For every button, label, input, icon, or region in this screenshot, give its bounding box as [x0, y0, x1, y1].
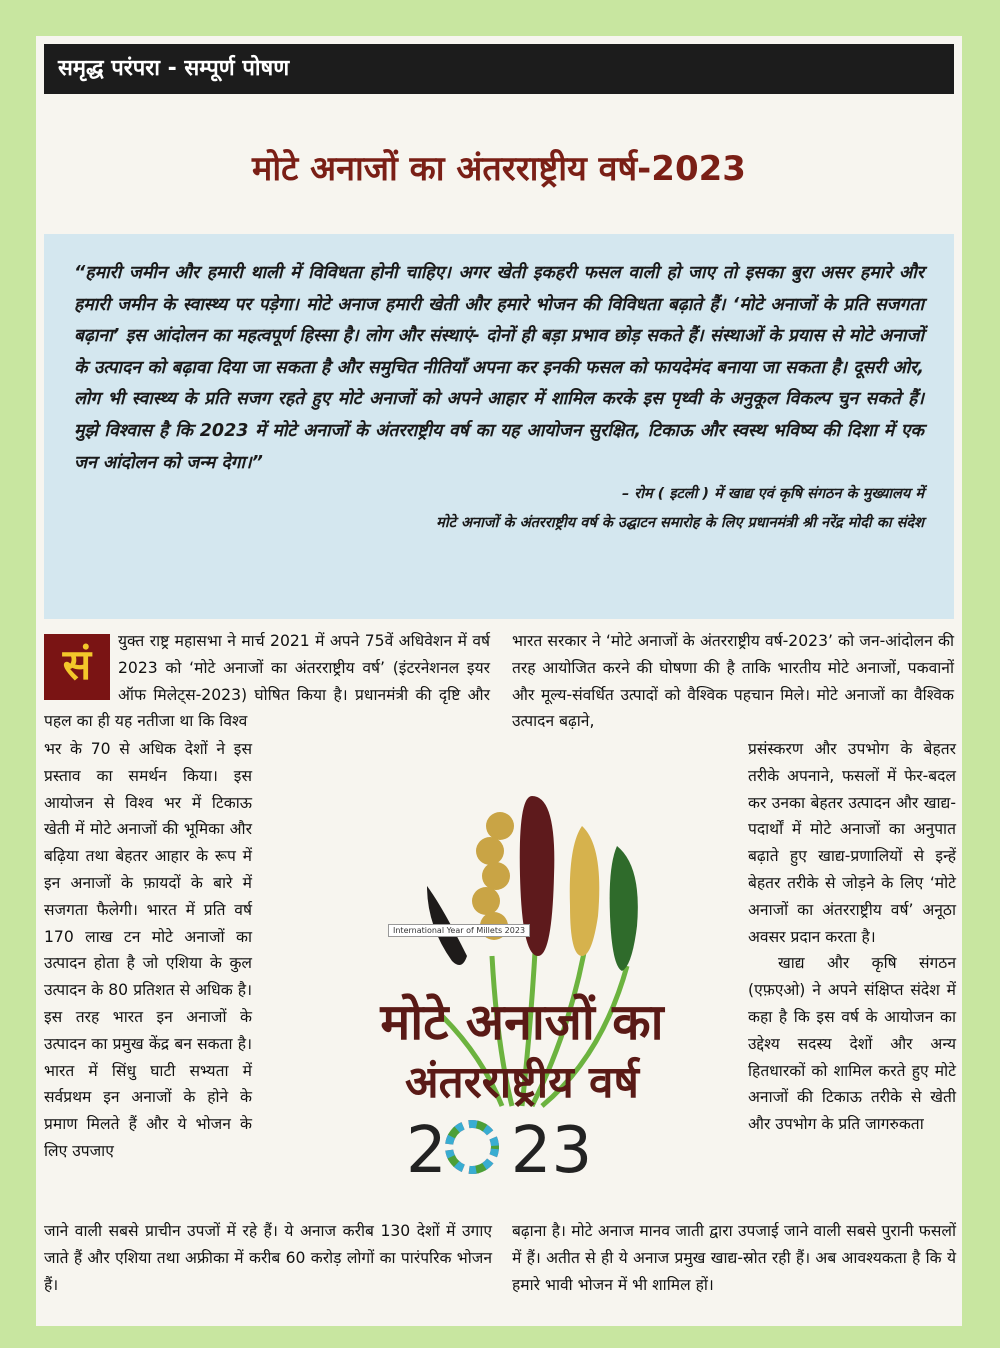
quote-attribution-line1: – रोम ( इटली ) में खाद्य एवं कृषि संगठन के मुख्यालय में: [621, 486, 924, 503]
logo-title-line1: मोटे अनाजों का: [380, 993, 664, 1051]
magazine-page: [36, 36, 962, 1326]
left-column-narrow: [44, 736, 252, 1165]
left-column-top: [44, 628, 490, 735]
quote-box: [44, 234, 954, 619]
dropcap: सं: [44, 634, 110, 700]
right-column-intro: भारत सरकार ने ‘मोटे अनाजों के अंतरराष्ट्रीय वर्ष-2023’ को जन-आंदोलन की तरह आयोजित करने की घोषणा की है ताकि भारतीय मोटे अनाजों, पकवानों और मूल्य-संवर्धित उत्पादों को वैश्विक पहचान मिले। मोटे अनाजों का वैश्विक उत्पादन बढ़ाने,: [512, 632, 954, 731]
left-column-body: भर के 70 से अधिक देशों ने इस प्रस्ताव का समर्थन किया। इस आयोजन से विश्व भर में टिकाऊ खेती में मोटे अनाजों की भूमिका और बढ़िया तथा बेहतर आहार के रूप में इन अनाजों के फ़ायदों के बारे में सजगता फैलेगी। भारत में प्रति वर्ष 170 लाख टन मोटे अनाजों का उत्पादन होता है जो एशिया के कुल उत्पादन के 80 प्रतिशत से अधिक है। इस तरह भारत इन अनाजों के उत्पादन का प्रमुख केंद्र बन सकता है। भारत में सिंधु घाटी सभ्यता में सर्वप्रथम इन अनाजों के होने के प्रमाण मिलते हैं और ये भोजन के लिए उपजाए: [44, 740, 252, 1160]
left-column-bottom: [44, 1218, 492, 1298]
right-column-conclusion: बढ़ाना है। मोटे अनाज मानव जाती द्वारा उपजाई जाने वाली सबसे पुरानी फसलों में हैं। अतीत से ही ये अनाज प्रमुख खाद्य-स्रोत रही हैं। अब आवश्यकता है कि ये हमारे भावी भोजन में भी शामिल हों।: [512, 1222, 956, 1294]
section-header: समृद्ध परंपरा - सम्पूर्ण पोषण: [44, 44, 954, 94]
logo-year-text: 2 23: [406, 1114, 593, 1182]
right-column-narrow: [748, 736, 956, 1138]
quote-attribution-line2: मोटे अनाजों के अंतरराष्ट्रीय वर्ष के उद्घाटन समारोह के लिए प्रधानमंत्री श्री नरेंद्र मोदी का संदेश: [436, 515, 924, 532]
logo-title-line2: अंतरराष्ट्रीय वर्ष: [405, 1057, 639, 1108]
right-column-body-2: खाद्य और कृषि संगठन (एफ़एओ) ने अपने संक्षिप्त संदेश में कहा है कि इस वर्ष के आयोजन का उद्देश्य सदस्य देशों और अन्य हितधारकों को शामिल करते हुए मोटे अनाजों की टिकाऊ तरीके से खेती और उपभोग के प्रति जागरुकता: [748, 954, 956, 1134]
right-column-bottom: [512, 1218, 956, 1298]
right-column-body-1: प्रसंस्करण और उपभोग के बेहतर तरीके अपनाने, फसलों में फेर-बदल कर उनका बेहतर उत्पादन और खाद्य-पदार्थों में मोटे अनाजों का अनुपात बढ़ाते हुए खाद्य-प्रणालियों से इन्हें बेहतर तरीके से जोड़ने के लिए ‘मोटे अनाजों का अंतरराष्ट्रीय वर्ष’ अनूठा अवसर प्रदान करता है।: [748, 740, 956, 946]
left-column-conclusion: जाने वाली सबसे प्राचीन उपजों में रहे हैं। ये अनाज करीब 130 देशों में उगाए जाते हैं और एशिया तथा अफ्रीका में करीब 60 करोड़ लोगों का पारंपरिक भोजन हैं।: [44, 1222, 492, 1294]
quote-text: “हमारी जमीन और हमारी थाली में विविधता होनी चाहिए। अगर खेती इकहरी फसल वाली हो जाए तो इसका बुरा असर हमारे और हमारी जमीन के स्वास्थ्य पर पड़ेगा। मोटे अनाज हमारी खेती और हमारे भोजन की विविधता बढ़ाते हैं। ‘मोटे अनाजों के प्रति सजगता बढ़ाना’ इस आंदोलन का महत्वपूर्ण हिस्सा है। लोग और संस्थाएं- दोनों ही बड़ा प्रभाव छोड़ सकते हैं। संस्थाओं के प्रयास से मोटे अनाजों के उत्पादन को बढ़ावा दिया जा सकता है और समुचित नीतियाँ अपना कर इनकी फसल को फायदेमंद बनाया जा सकता है। दूसरी ओर, लोग भी स्वास्थ्य के प्रति सजग रहते हुए मोटे अनाजों को अपने आहार में शामिल करके इस पृथ्वी के अनुकूल विकल्प चुन सकते हैं। मुझे विश्वास है कि 2023 में मोटे अनाजों के अंतरराष्ट्रीय वर्ष का यह आयोजन सुरक्षित, टिकाऊ और स्वस्थ भविष्य की दिशा में एक जन आंदोलन को जन्म देगा।”: [74, 263, 924, 473]
left-column-intro: युक्त राष्ट्र महासभा ने मार्च 2021 में अपने 75वें अधिवेशन में वर्ष 2023 को ‘मोटे अनाजों का अंतरराष्ट्रीय वर्ष’ (इंटरनेशनल इयर ऑफ मिलेट्स-2023) घोषित किया है। प्रधानमंत्री की दृष्टि और पहल का ही यह नतीजा था कि विश्व: [44, 632, 490, 731]
logo-year: [406, 1112, 636, 1182]
logo-small-label: International Year of Millets 2023: [388, 924, 530, 937]
right-column-top: [512, 628, 954, 735]
page-title: मोटे अनाजों का अंतरराष्ट्रीय वर्ष-2023: [252, 149, 746, 189]
